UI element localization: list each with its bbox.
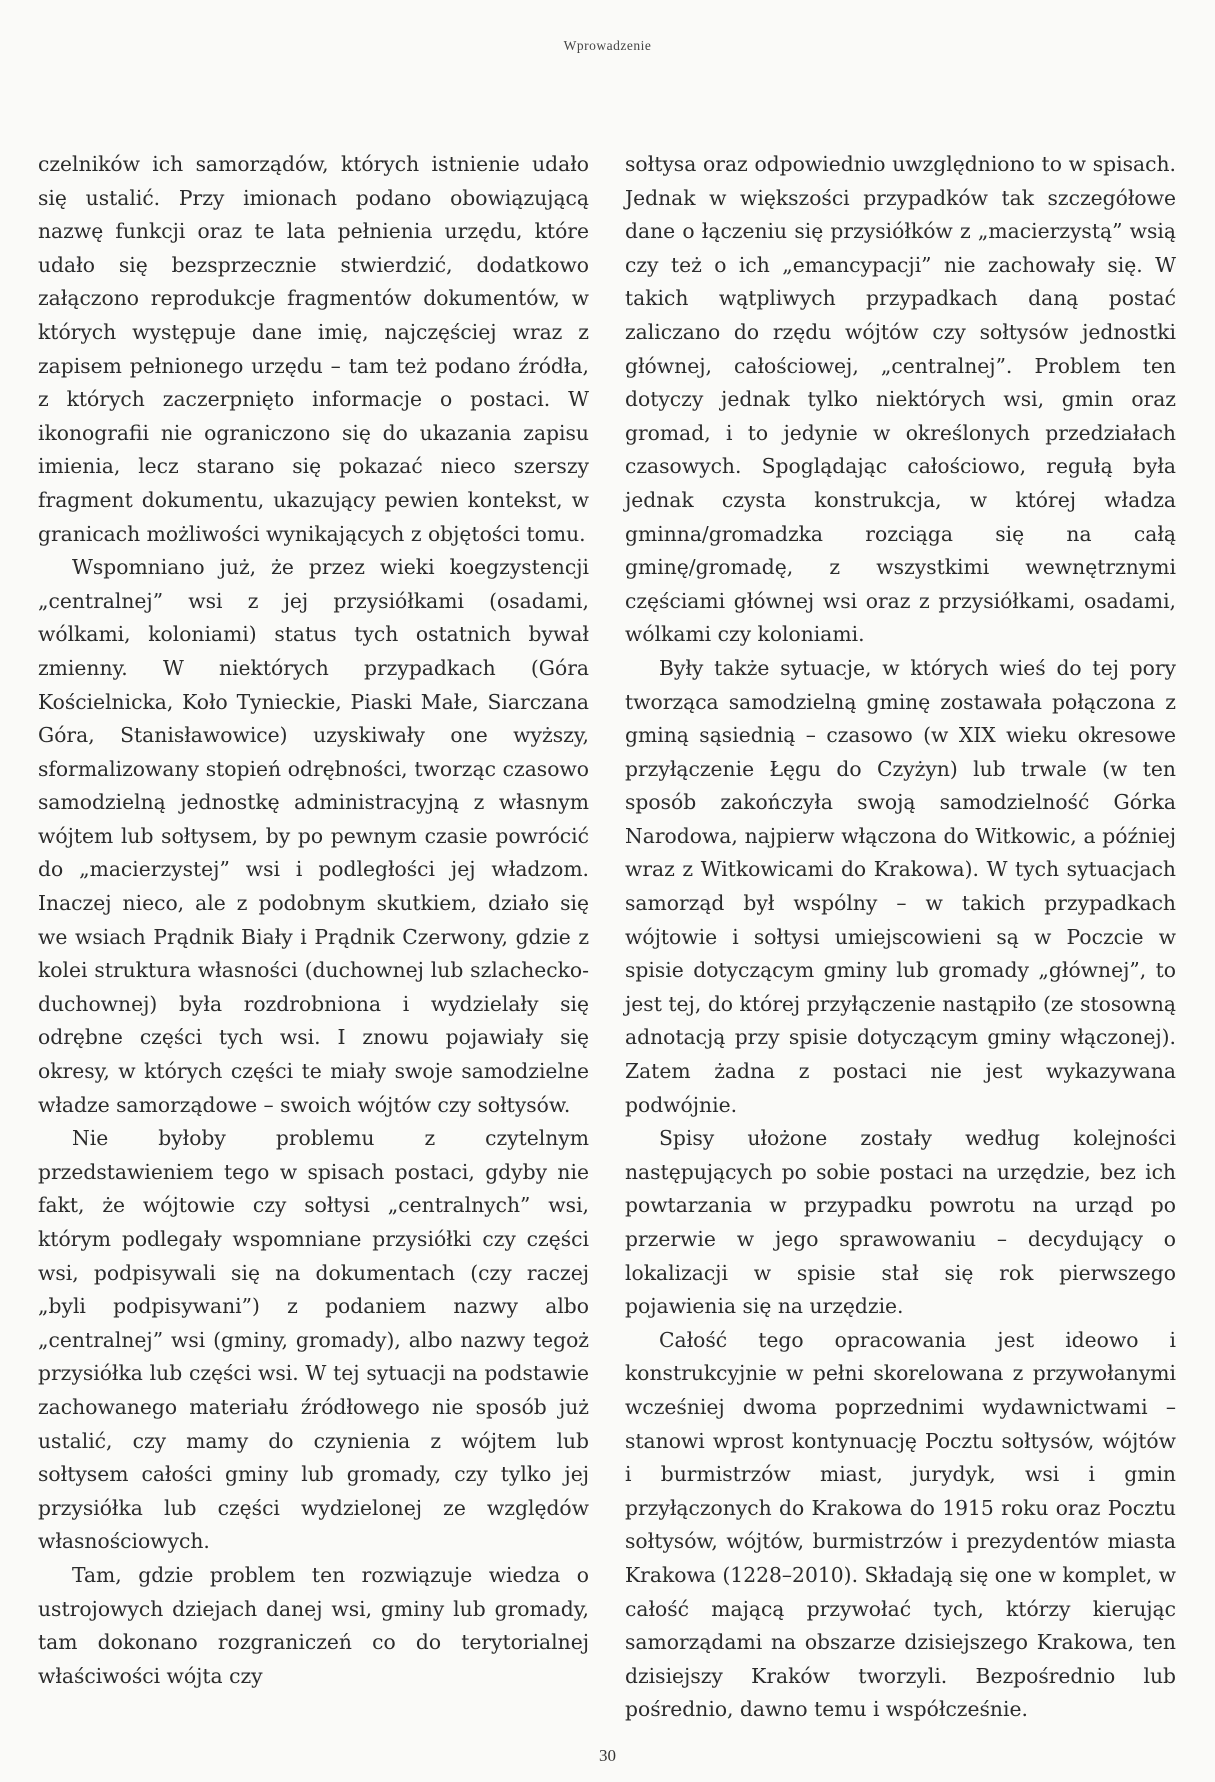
paragraph: Wspomniano już, że przez wieki koegzystencji „centralnej” wsi z jej przysiółkami (osadami, wólkami, koloniami) status tych ostatnich bywał zmienny. W niektórych przypadkach (Góra Kościelnicka, Koło Tynieckie, Piaski Małe, Siarczana Góra, Stanisławowice) uzyskiwały one wyższy, sformalizowany stopień odrębności, tworząc czasowo samodzielną jednostkę administracyjną z własnym wójtem lub sołtysem, by po pewnym czasie powrócić do „macierzystej” wsi i podległości jej władzom. Inaczej nieco, ale z podobnym skutkiem, działo się we wsiach Prądnik Biały i Prądnik Czerwony, gdzie z kolei struktura własności (duchownej lub szlachecko-duchownej) była rozdrobniona i wydzielały się odrębne części tych wsi. I znowu pojawiały się okresy, w których części te miały swoje samodzielne władze samorządowe – swoich wójtów czy sołtysów. <box>38 555 589 1117</box>
paragraph: Całość tego opracowania jest ideowo i konstrukcyjnie w pełni skorelowana z przywołanymi wcześniej dwoma poprzednimi wydawnictwami – stanowi wprost kontynuację Pocztu sołtysów, wójtów i burmistrzów miast, jurydyk, wsi i gmin przyłączonych do Krakowa do 1915 roku oraz Pocztu sołtysów, wójtów, burmistrzów i prezydentów miasta Krakowa (1228–2010). Składają się one w komplet, w całość mającą przywołać tych, którzy kierując samorządami na obszarze dzisiejszego Krakowa, ten dzisiejszy Kraków tworzyli. Bezpośrednio lub pośrednio, dawno temu i współcześnie. <box>625 1327 1176 1722</box>
paragraph: Były także sytuacje, w których wieś do tej pory tworząca samodzielną gminę zostawała połączona z gminą sąsiednią – czasowo (w XIX wieku okresowe przyłączenie Łęgu do Czyżyn) lub trwale (w ten sposób zakończyła swoją samodzielność Górka Narodowa, najpierw włączona do Witkowic, a później wraz z Witkowicami do Krakowa). W tych sytuacjach samorząd był wspólny – w takich przypadkach wójtowie i sołtysi umiejscowieni są w Poczcie w spisie dotyczącym gminy lub gromady „głównej”, to jest tej, do której przyłączenie nastąpiło (ze stosowną adnotacją przy spisie dotyczącym gminy włączonej). Zatem żadna z postaci nie jest wykazywana podwójnie. <box>625 655 1176 1117</box>
running-head: Wprowadzenie <box>563 38 652 53</box>
paragraph: sołtysa oraz odpowiednio uwzględniono to w spisach. Jednak w większości przypadków tak szczegółowe dane o łączeniu się przysiółków z „macierzystą” wsią czy też o ich „emancypacji” nie zachowały się. W takich wątpliwych przypadkach daną postać zaliczano do rzędu wójtów czy sołtysów jednostki głównej, całościowej, „centralnej”. Problem ten dotyczy jednak tylko niektórych wsi, gmin oraz gromad, i to jedynie w określonych przedziałach czasowych. Spoglądając całościowo, regułą była jednak czysta konstrukcja, w której władza gminna/gromadzka rozciąga się na całą gminę/gromadę, z wszystkimi wewnętrznymi częściami głównej wsi oraz z przysiółkami, osadami, wólkami czy koloniami. <box>625 152 1176 647</box>
paragraph: Tam, gdzie problem ten rozwiązuje wiedza o ustrojowych dziejach danej wsi, gminy lub gromady, tam dokonano rozgraniczeń co do terytorialnej właściwości wójta czy <box>38 1562 589 1688</box>
left-column <box>38 148 589 1693</box>
paragraph: Nie byłoby problemu z czytelnym przedstawieniem tego w spisach postaci, gdyby nie fakt, że wójtowie czy sołtysi „centralnych” wsi, którym podlegały wspomniane przysiółki czy części wsi, podpisywali się na dokumentach (czy raczej „byli podpisywani”) z podaniem nazwy albo „centralnej” wsi (gminy, gromady), albo nazwy tegoż przysiółka lub części wsi. W tej sytuacji na podstawie zachowanego materiału źródłowego nie sposób już ustalić, czy mamy do czynienia z wójtem lub sołtysem całości gminy lub gromady, czy tylko jej przysiółka lub części wydzielonej ze względów własnościowych. <box>38 1126 589 1554</box>
page-number: 30 <box>599 1746 616 1765</box>
right-column <box>625 148 1176 1727</box>
paragraph: Spisy ułożone zostały według kolejności następujących po sobie postaci na urzędzie, bez ich powtarzania w przypadku powrotu na urząd po przerwie w jego sprawowaniu – decydujący o lokalizacji w spisie stał się rok pierwszego pojawienia się na urzędzie. <box>625 1126 1176 1319</box>
paragraph: czelników ich samorządów, których istnienie udało się ustalić. Przy imionach podano obowiązującą nazwę funkcji oraz te lata pełnienia urzędu, które udało się bezsprzecznie stwierdzić, dodatkowo załączono reprodukcje fragmentów dokumentów, w których występuje dane imię, najczęściej wraz z zapisem pełnionego urzędu – tam też podano źródła, z których zaczerpnięto informacje o postaci. W ikonografii nie ograniczono się do ukazania zapisu imienia, lecz starano się pokazać nieco szerszy fragment dokumentu, ukazujący pewien kontekst, w granicach możliwości wynikających z objętości tomu. <box>38 152 589 546</box>
